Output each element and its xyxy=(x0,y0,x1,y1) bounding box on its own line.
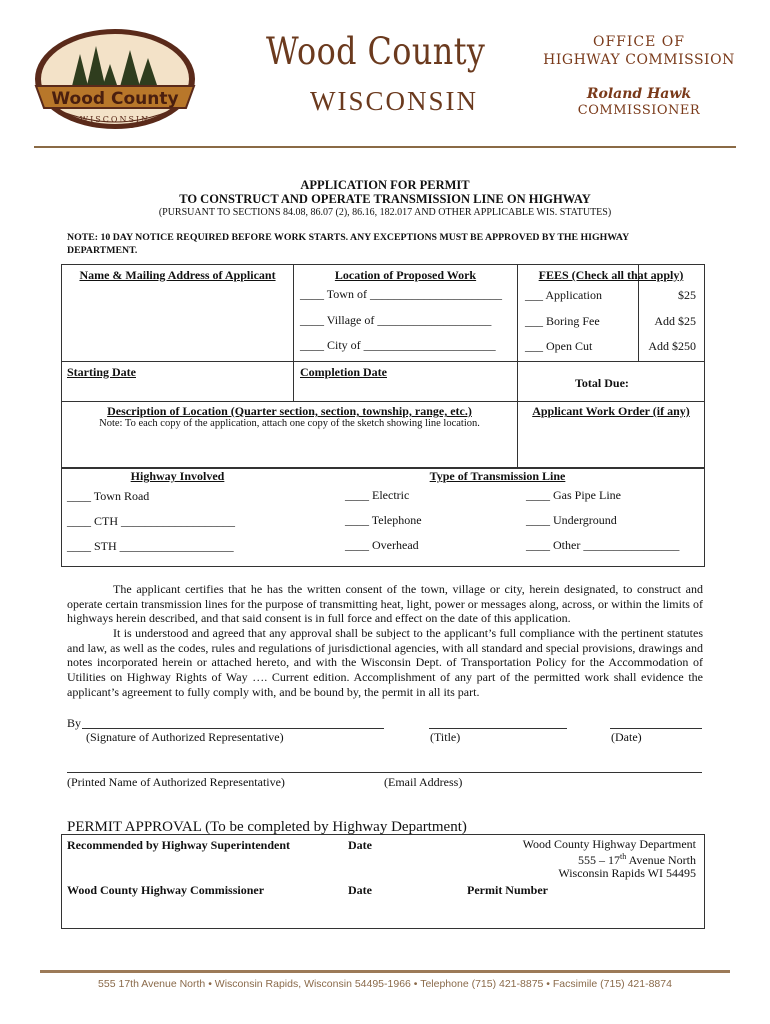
cth-checkbox[interactable]: ____ CTH ___________________ xyxy=(67,514,235,528)
wood-county-logo xyxy=(30,24,200,134)
notice-text: NOTE: 10 DAY NOTICE REQUIRED BEFORE WORK STARTS. ANY EXCEPTIONS MUST BE APPROVED BY THE HIGHWAY DEPARTMENT. xyxy=(67,232,629,256)
by-label: By xyxy=(67,716,82,730)
department-address-1: Wood County Highway Department xyxy=(522,837,696,851)
date-label: (Date) xyxy=(611,730,642,744)
form-statutes: (PURSUANT TO SECTIONS 84.08, 86.07 (2), 86.16, 182.017 AND OTHER APPLICABLE WIS. STATUTES) xyxy=(158,207,612,218)
fee-boring-amount: Add $25 xyxy=(654,314,696,328)
fees-header: FEES (Check all that apply) xyxy=(538,268,684,282)
printed-name-label: (Printed Name of Authorized Representative) xyxy=(67,775,285,789)
overhead-checkbox[interactable]: ____ Overhead xyxy=(345,538,419,552)
header-divider xyxy=(34,146,736,148)
description-note: Note: To each copy of the application, attach one copy of the sketch showing line location. xyxy=(99,418,480,429)
table-divider xyxy=(517,264,518,467)
fee-boring-checkbox[interactable]: ___ Boring Fee xyxy=(525,314,600,328)
village-field[interactable]: ____ Village of ___________________ xyxy=(300,313,492,327)
date-label-2: Date xyxy=(348,883,372,897)
completion-date-label[interactable]: Completion Date xyxy=(300,365,387,379)
town-road-checkbox[interactable]: ____ Town Road xyxy=(67,489,150,503)
county-name: Wood County xyxy=(266,30,486,73)
sth-checkbox[interactable]: ____ STH ___________________ xyxy=(67,539,234,553)
permit-number-label: Permit Number xyxy=(467,883,548,897)
electric-checkbox[interactable]: ____ Electric xyxy=(345,488,410,502)
office-line2: HIGHWAY COMMISSION xyxy=(543,52,735,68)
gas-pipe-checkbox[interactable]: ____ Gas Pipe Line xyxy=(526,488,621,502)
telephone-checkbox[interactable]: ____ Telephone xyxy=(345,513,422,527)
logo-text-bottom: WISCONSIN xyxy=(79,115,151,124)
date-line[interactable] xyxy=(610,728,702,729)
description-header: Description of Location (Quarter section, section, township, range, etc.) xyxy=(107,404,472,418)
town-field[interactable]: ____ Town of ______________________ xyxy=(300,287,502,301)
logo-text-top: Wood County xyxy=(51,89,179,109)
email-label: (Email Address) xyxy=(384,775,463,789)
commissioner-label: Wood County Highway Commissioner xyxy=(67,883,265,897)
fee-application-checkbox[interactable]: ___ Application xyxy=(525,288,602,302)
form-title-line1: APPLICATION FOR PERMIT xyxy=(300,178,470,192)
work-order-header: Applicant Work Order (if any) xyxy=(532,404,690,418)
state-name: WISCONSIN xyxy=(310,86,479,116)
table-divider xyxy=(293,264,294,401)
location-header: Location of Proposed Work xyxy=(334,268,477,282)
other-checkbox[interactable]: ____ Other ________________ xyxy=(526,538,680,552)
signature-line[interactable] xyxy=(82,728,384,729)
type-header: Type of Transmission Line xyxy=(429,469,566,483)
commissioner-name: Roland Hawk xyxy=(586,86,692,102)
recommended-label: Recommended by Highway Superintendent xyxy=(67,838,291,852)
city-field[interactable]: ____ City of ______________________ xyxy=(300,338,496,352)
office-line1: OFFICE OF xyxy=(592,34,685,50)
date-label-1: Date xyxy=(348,838,372,852)
fee-opencut-amount: Add $250 xyxy=(648,339,696,353)
underground-checkbox[interactable]: ____ Underground xyxy=(526,513,617,527)
address-street: Avenue North xyxy=(626,853,696,867)
title-label: (Title) xyxy=(430,730,461,744)
highway-header: Highway Involved xyxy=(130,469,225,483)
commissioner-title: COMMISSIONER xyxy=(577,103,701,118)
applicant-header: Name & Mailing Address of Applicant xyxy=(79,268,276,282)
table-divider xyxy=(61,361,704,362)
total-due-label[interactable]: Total Due: xyxy=(575,376,629,390)
fee-application-amount: $25 xyxy=(678,288,696,302)
printed-name-line[interactable] xyxy=(67,772,702,773)
signature-label: (Signature of Authorized Representative) xyxy=(86,730,284,744)
certification-paragraph-1: The applicant certifies that he has the written consent of the town, village or city, herein designated, to construct and operate certain transmission lines for the purpose of transmitting heat, light, power or messages along, across, or within the limits of highways herein described, and that said consent is in full force and effect on the date of this application. xyxy=(67,582,703,626)
form-title-line2: TO CONSTRUCT AND OPERATE TRANSMISSION LINE ON HIGHWAY xyxy=(179,192,591,206)
department-address-3: Wisconsin Rapids WI 54495 xyxy=(558,866,696,880)
address-ordinal: th xyxy=(620,852,627,861)
footer-divider xyxy=(40,970,730,973)
certification-paragraph-2: It is understood and agreed that any approval shall be subject to the applicant’s full compliance with the pertinent statutes and law, as well as the codes, rules and regulations of jurisdictional agencies, with all standard and special provisions, drawings and notes incorporated herein or attached hereto, and with the Wisconsin Dept. of Transportation Policy for the Accommodation of Utilities on Highway Rights of Way …. Current edition. Accomplishment of any part of the permitted work shall evidence the applicant’s agreement to fully comply with, and be bound by, the permit in all its part. xyxy=(67,626,703,699)
title-line[interactable] xyxy=(429,728,567,729)
address-number: 555 – 17 xyxy=(578,853,620,867)
table-divider xyxy=(61,401,704,402)
starting-date-label[interactable]: Starting Date xyxy=(67,365,136,379)
fee-opencut-checkbox[interactable]: ___ Open Cut xyxy=(525,339,593,353)
permit-approval-heading: PERMIT APPROVAL (To be completed by Highway Department) xyxy=(67,819,467,835)
footer-contact: 555 17th Avenue North • Wisconsin Rapids, Wisconsin 54495-1966 • Telephone (715) 421-8875 • Facsimile (715) 421-8874 xyxy=(98,978,672,990)
